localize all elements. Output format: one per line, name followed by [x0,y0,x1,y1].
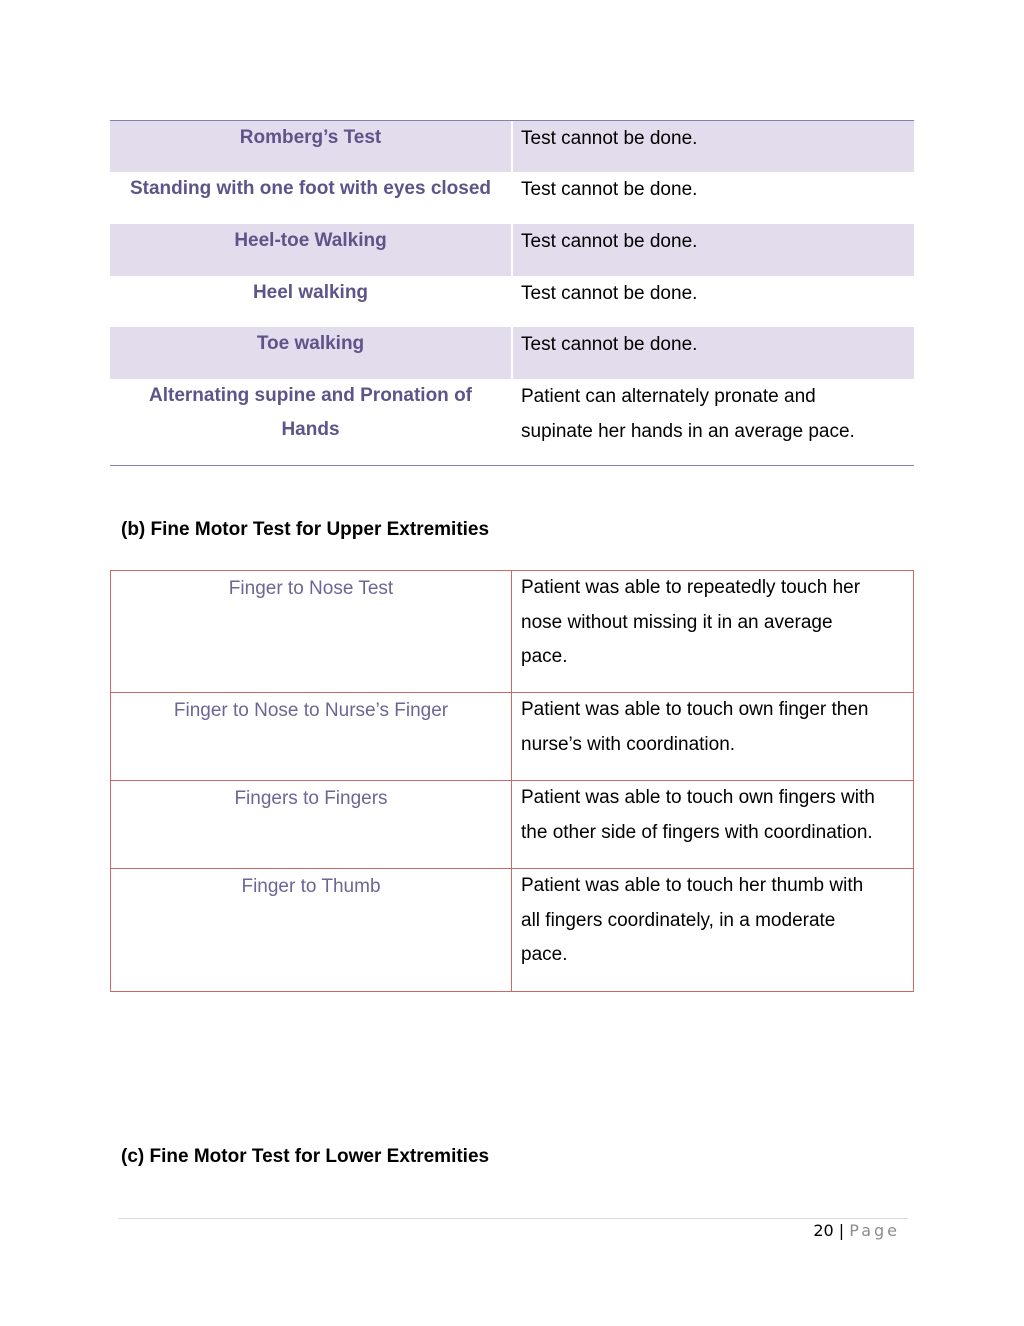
result-text-line: the other side of fingers with coordination. [521,821,873,843]
result-text-line: pace. [521,646,568,667]
result-text: Test cannot be done. [521,179,698,200]
result-text-line: all fingers coordinately, in a moderate [521,909,836,931]
table1-test-cell [110,121,511,172]
table1-result-cell [513,172,914,224]
table1-test-cell [110,327,511,379]
page-footer [813,1221,900,1240]
page-number: 20 [813,1221,834,1240]
test-label: Toe walking [256,333,365,354]
result-text-line: Patient was able to repeatedly touch her [521,577,861,598]
table2-row [111,571,913,693]
result-text: Test cannot be done. [521,334,698,355]
table1-test-cell [110,379,511,465]
result-text: Test cannot be done. [521,231,698,252]
section-c-heading: (c) Fine Motor Test for Lower Extremities [121,1146,490,1167]
table1-result-cell [513,224,914,276]
result-text-line: Patient can alternately pronate and [521,386,816,407]
table1-row [110,172,914,224]
result-text: Test cannot be done. [521,283,698,304]
table2-result-cell [513,781,913,868]
table2-test-cell [111,571,512,692]
footer-separator: | [838,1221,845,1240]
result-text-line: pace. [521,944,568,965]
test-label-line: Alternating supine and Pronation of [149,385,472,406]
test-label: Romberg’s Test [239,127,382,148]
test-label: Finger to Nose Test [228,578,394,599]
result-text-line: Patient was able to touch own finger then [521,699,869,720]
table2-result-cell [513,571,913,692]
result-text-line: Patient was able to touch own fingers with [521,787,875,808]
table2-result-cell [513,869,913,991]
table1-result-cell [513,379,914,465]
test-label: Heel walking [252,282,369,303]
footer-divider [118,1218,908,1219]
table2-test-cell [111,693,512,780]
table2-result-cell [513,693,913,780]
result-text: Test cannot be done. [521,128,698,149]
section-b-heading: (b) Fine Motor Test for Upper Extremities [121,519,490,540]
table2-row [111,781,913,869]
test-label: Fingers to Fingers [234,788,388,809]
test-label: Finger to Thumb [241,876,381,897]
table2-test-cell [111,869,512,991]
table1-row [110,276,914,327]
test-label: Finger to Nose to Nurse’s Finger [173,700,449,721]
table1-result-cell [513,121,914,172]
table2-test-cell [111,781,512,868]
table1-row [110,224,914,276]
table1-row [110,121,914,172]
result-text-line: supinate her hands in an average pace. [521,421,855,442]
table1-test-cell [110,224,511,276]
result-text-line: nurse’s with coordination. [521,733,736,755]
table1-result-cell [513,276,914,327]
table1-bottom-border [110,465,914,466]
result-text-line: nose without missing it in an average [521,611,833,633]
table2 [110,570,914,992]
table2-row [111,869,913,991]
table1-row [110,379,914,465]
table1-result-cell [513,327,914,379]
page-word: Page [849,1221,900,1240]
table1-test-cell [110,276,511,327]
table1-row [110,327,914,379]
table2-row [111,693,913,781]
result-text-line: Patient was able to touch her thumb with [521,875,864,896]
test-label: Standing with one foot with eyes closed [129,178,492,199]
table1-test-cell [110,172,511,224]
test-label-line: Hands [281,419,340,440]
test-label: Heel-toe Walking [234,230,387,251]
